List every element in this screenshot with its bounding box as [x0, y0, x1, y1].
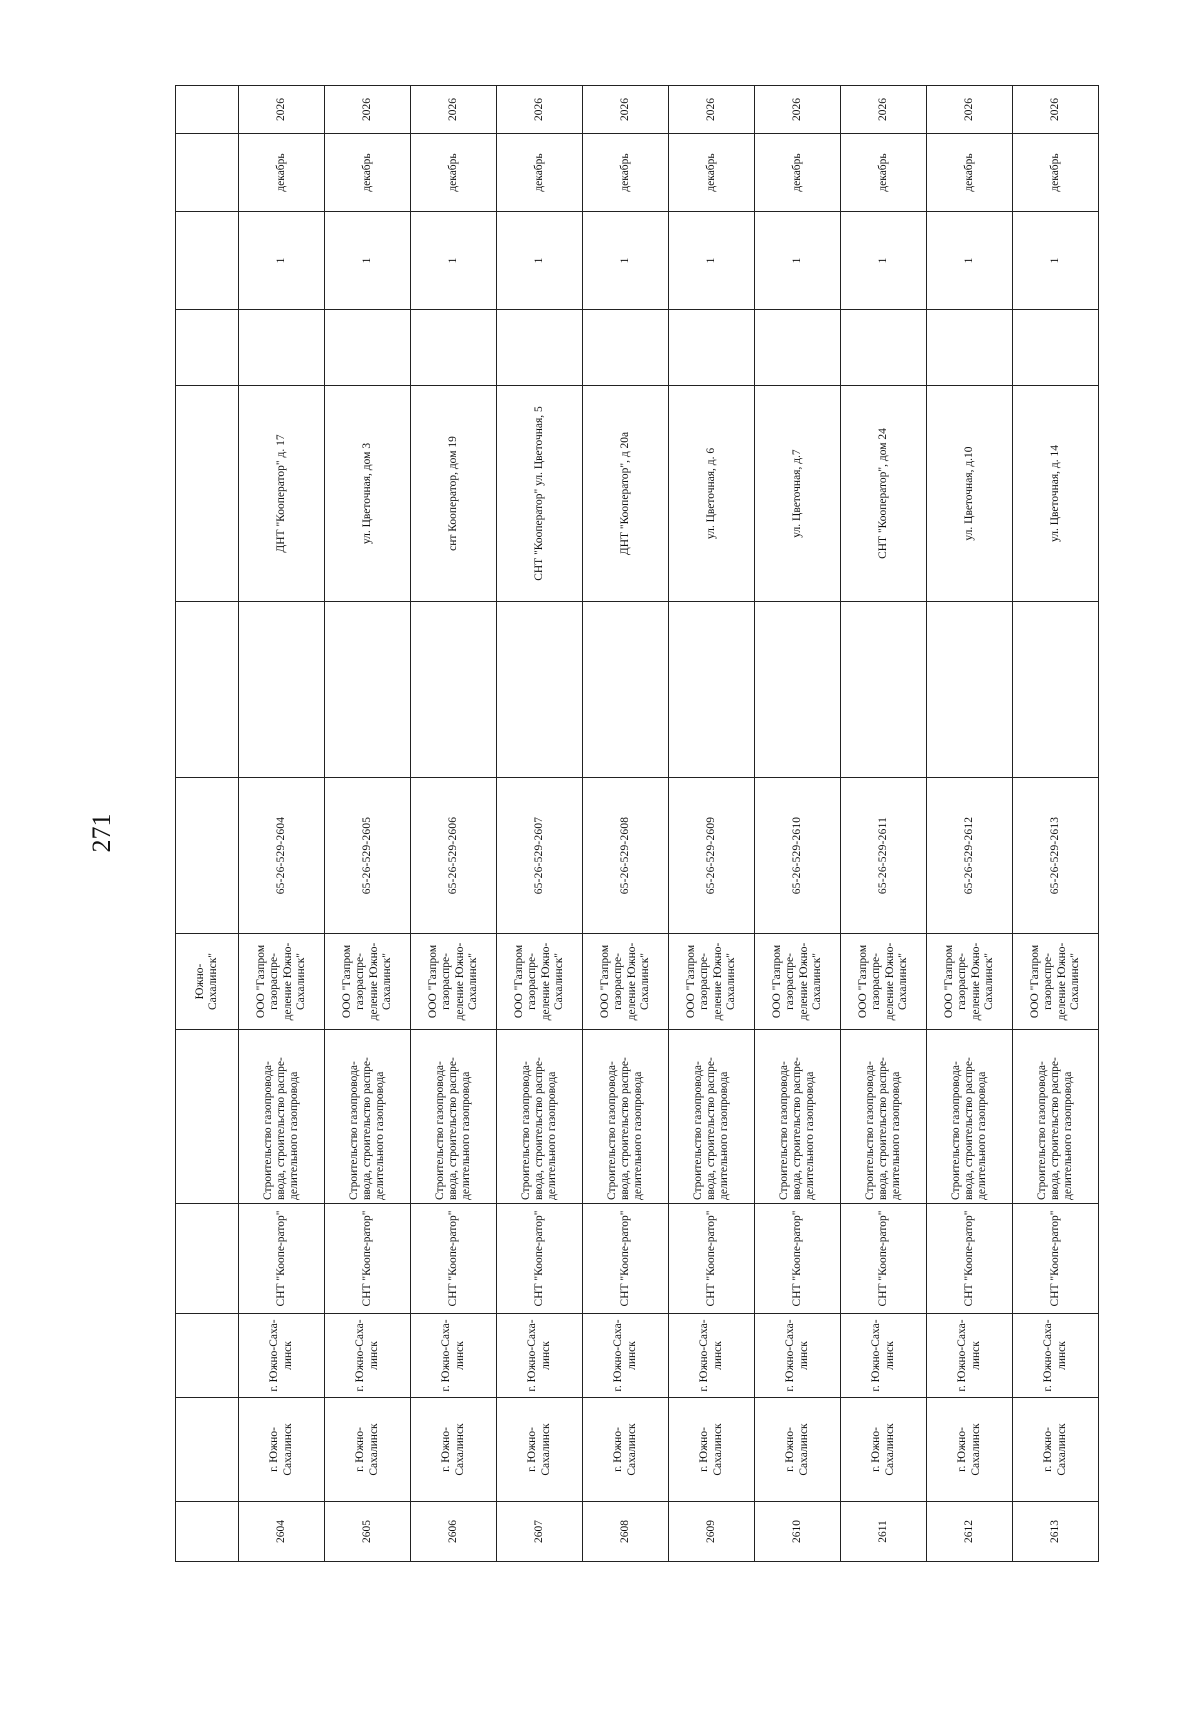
row-number: [411, 778, 497, 934]
row-empty: [669, 602, 755, 778]
row-address: [927, 386, 1013, 602]
row-snt-text: СНТ "Коопе-ратор": [1048, 1210, 1061, 1307]
row-index-text: 2604: [274, 1520, 287, 1543]
table-row: [1013, 86, 1099, 1562]
row-empty: [841, 602, 927, 778]
row-month-text: декабрь: [274, 153, 287, 192]
row-snt: [927, 1204, 1013, 1314]
row-number-text: 65-26-529-2607: [532, 816, 545, 895]
row-snt-text: СНТ "Коопе-ратор": [618, 1210, 631, 1307]
row-work-text: Строительство газопровода-ввода, строительство распре-делительного газопровода: [433, 1057, 473, 1200]
row-snt-text: СНТ "Коопе-ратор": [446, 1210, 459, 1307]
row-district-text: г. Южно-Саха-линск: [956, 1319, 982, 1392]
row-org: [755, 934, 841, 1030]
row-empty: [927, 602, 1013, 778]
row-org-text: ООО "Газпром газораспре-деление Южно-Сахалинск": [255, 942, 307, 1021]
row-org-text: ООО "Газпром газораспре-деление Южно-Сахалинск": [1029, 942, 1081, 1021]
row-month: [927, 134, 1013, 212]
row-qty-text: 1: [962, 257, 975, 264]
row-org: [239, 934, 325, 1030]
row-snt: [325, 1204, 411, 1314]
row-year: [239, 86, 325, 134]
row-snt: [239, 1204, 325, 1314]
table-body: [176, 86, 1099, 1562]
row-org-text: ООО "Газпром газораспре-деление Южно-Сахалинск": [341, 942, 393, 1021]
table-row: [927, 86, 1013, 1562]
table-row: [755, 86, 841, 1562]
org-continuation: Южно-Сахалинск": [193, 953, 219, 1011]
row-month: [755, 134, 841, 212]
row-index: [239, 1502, 325, 1562]
row-org-text: ООО "Газпром газораспре-деление Южно-Сахалинск": [943, 942, 995, 1021]
top-cell-city: [176, 1398, 239, 1502]
table-row: [411, 86, 497, 1562]
row-year: [927, 86, 1013, 134]
row-month: [669, 134, 755, 212]
row-qty: [841, 212, 927, 310]
row-work: [755, 1030, 841, 1204]
row-district-text: г. Южно-Саха-линск: [784, 1319, 810, 1392]
row-work-text: Строительство газопровода-ввода, строительство распре-делительного газопровода: [605, 1057, 645, 1200]
table-row: [497, 86, 583, 1562]
row-address: [325, 386, 411, 602]
row-number: [669, 778, 755, 934]
row-district-text: г. Южно-Саха-линск: [698, 1319, 724, 1392]
row-address: [583, 386, 669, 602]
row-index-text: 2612: [962, 1520, 975, 1543]
row-index: [927, 1502, 1013, 1562]
row-qty: [497, 212, 583, 310]
row-city-text: г. Южно-Сахалинск: [698, 1423, 724, 1476]
row-index-text: 2610: [790, 1520, 803, 1543]
row-address-text: ул. Цветочная, д.7: [790, 449, 803, 538]
row-year: [583, 86, 669, 134]
row-month-text: декабрь: [360, 153, 373, 192]
row-number-text: 65-26-529-2613: [1048, 816, 1061, 895]
row-index: [669, 1502, 755, 1562]
top-cell-empty: [176, 602, 239, 778]
row-qty: [325, 212, 411, 310]
row-number-text: 65-26-529-2608: [618, 816, 631, 895]
table-row: [325, 86, 411, 1562]
row-empty: [239, 602, 325, 778]
row-address-text: ул. Цветочная, д.10: [962, 446, 975, 541]
row-month-text: декабрь: [790, 153, 803, 192]
row-empty: [583, 602, 669, 778]
row-city-text: г. Южно-Сахалинск: [526, 1423, 552, 1476]
row-district: [669, 1314, 755, 1398]
row-index-text: 2609: [704, 1520, 717, 1543]
table-top-row: [176, 86, 239, 1562]
top-cell-qty: [176, 212, 239, 310]
row-work: [411, 1030, 497, 1204]
row-extra: [669, 310, 755, 386]
row-extra: [1013, 310, 1099, 386]
row-city-text: г. Южно-Сахалинск: [612, 1423, 638, 1476]
row-city: [497, 1398, 583, 1502]
row-year: [841, 86, 927, 134]
row-qty: [583, 212, 669, 310]
row-address: [755, 386, 841, 602]
row-qty: [1013, 212, 1099, 310]
row-month: [1013, 134, 1099, 212]
row-address: [1013, 386, 1099, 602]
row-work: [583, 1030, 669, 1204]
row-address: [497, 386, 583, 602]
row-index: [1013, 1502, 1099, 1562]
row-snt-text: СНТ "Коопе-ратор": [962, 1210, 975, 1307]
row-city: [755, 1398, 841, 1502]
row-month: [841, 134, 927, 212]
row-work: [927, 1030, 1013, 1204]
row-address-text: СНТ "Кооператор", дом 24: [876, 428, 889, 559]
row-year-text: 2026: [446, 98, 459, 121]
row-month-text: декабрь: [446, 153, 459, 192]
row-city-text: г. Южно-Сахалинск: [268, 1423, 294, 1476]
row-city-text: г. Южно-Сахалинск: [354, 1423, 380, 1476]
row-city: [325, 1398, 411, 1502]
row-number: [927, 778, 1013, 934]
row-index: [841, 1502, 927, 1562]
row-org: [411, 934, 497, 1030]
row-number: [239, 778, 325, 934]
row-year-text: 2026: [876, 98, 889, 121]
row-year-text: 2026: [962, 98, 975, 121]
row-district: [755, 1314, 841, 1398]
row-number-text: 65-26-529-2604: [274, 816, 287, 895]
row-qty: [927, 212, 1013, 310]
row-index-text: 2608: [618, 1520, 631, 1543]
row-extra: [841, 310, 927, 386]
row-city: [583, 1398, 669, 1502]
row-extra: [239, 310, 325, 386]
table-row: [841, 86, 927, 1562]
row-address: [411, 386, 497, 602]
row-work-text: Строительство газопровода-ввода, строительство распре-делительного газопровода: [777, 1057, 817, 1200]
row-number: [755, 778, 841, 934]
row-work-text: Строительство газопровода-ввода, строительство распре-делительного газопровода: [261, 1057, 301, 1200]
row-city-text: г. Южно-Сахалинск: [440, 1423, 466, 1476]
table-row: [669, 86, 755, 1562]
row-snt-text: СНТ "Коопе-ратор": [790, 1210, 803, 1307]
row-year: [669, 86, 755, 134]
row-qty-text: 1: [274, 257, 287, 264]
row-qty: [669, 212, 755, 310]
row-org: [325, 934, 411, 1030]
row-city: [239, 1398, 325, 1502]
row-city-text: г. Южно-Сахалинск: [870, 1423, 896, 1476]
row-district: [325, 1314, 411, 1398]
row-district-text: г. Южно-Саха-линск: [870, 1319, 896, 1392]
row-qty: [239, 212, 325, 310]
row-org-text: ООО "Газпром газораспре-деление Южно-Сахалинск": [599, 942, 651, 1021]
top-cell-number: [176, 778, 239, 934]
row-year-text: 2026: [1048, 98, 1061, 121]
row-number: [1013, 778, 1099, 934]
row-index: [325, 1502, 411, 1562]
row-district: [239, 1314, 325, 1398]
row-work: [325, 1030, 411, 1204]
row-org: [927, 934, 1013, 1030]
row-district: [411, 1314, 497, 1398]
row-district: [841, 1314, 927, 1398]
row-snt-text: СНТ "Коопе-ратор": [274, 1210, 287, 1307]
row-year: [1013, 86, 1099, 134]
row-year-text: 2026: [360, 98, 373, 121]
row-district: [583, 1314, 669, 1398]
row-extra: [583, 310, 669, 386]
row-number-text: 65-26-529-2606: [446, 816, 459, 895]
row-month-text: декабрь: [618, 153, 631, 192]
row-index-text: 2611: [876, 1520, 889, 1543]
row-year-text: 2026: [790, 98, 803, 121]
row-district-text: г. Южно-Саха-линск: [612, 1319, 638, 1392]
row-year: [497, 86, 583, 134]
row-month-text: декабрь: [876, 153, 889, 192]
row-qty-text: 1: [618, 257, 631, 264]
top-cell-org: [176, 934, 239, 1030]
row-address: [239, 386, 325, 602]
row-city-text: г. Южно-Сахалинск: [784, 1423, 810, 1476]
row-city: [669, 1398, 755, 1502]
row-extra: [497, 310, 583, 386]
row-year: [411, 86, 497, 134]
row-empty: [1013, 602, 1099, 778]
row-empty: [411, 602, 497, 778]
row-city: [927, 1398, 1013, 1502]
row-qty-text: 1: [446, 257, 459, 264]
row-org-text: ООО "Газпром газораспре-деление Южно-Сахалинск": [857, 942, 909, 1021]
row-work: [1013, 1030, 1099, 1204]
row-address: [841, 386, 927, 602]
row-org-text: ООО "Газпром газораспре-деление Южно-Сахалинск": [771, 942, 823, 1021]
row-address-text: ДНТ "Кооператор" д. 17: [274, 434, 287, 553]
row-address-text: ул. Цветочная, дом 3: [360, 442, 373, 545]
row-index-text: 2613: [1048, 1520, 1061, 1543]
row-number-text: 65-26-529-2612: [962, 816, 975, 895]
row-month-text: декабрь: [704, 153, 717, 192]
row-address: [669, 386, 755, 602]
row-org: [669, 934, 755, 1030]
table-row: [583, 86, 669, 1562]
row-number: [841, 778, 927, 934]
row-work: [239, 1030, 325, 1204]
row-district-text: г. Южно-Саха-линск: [526, 1319, 552, 1392]
row-district-text: г. Южно-Саха-линск: [440, 1319, 466, 1392]
row-city-text: г. Южно-Сахалинск: [1042, 1423, 1068, 1476]
top-cell-index: [176, 1502, 239, 1562]
row-index: [583, 1502, 669, 1562]
row-number: [583, 778, 669, 934]
row-month-text: декабрь: [532, 153, 545, 192]
top-cell-address: [176, 386, 239, 602]
row-district-text: г. Южно-Саха-линск: [268, 1319, 294, 1392]
row-month-text: декабрь: [1048, 153, 1061, 192]
row-extra: [927, 310, 1013, 386]
registry-table: [175, 85, 1099, 1562]
row-work-text: Строительство газопровода-ввода, строительство распре-делительного газопровода: [949, 1057, 989, 1200]
row-empty: [755, 602, 841, 778]
row-number-text: 65-26-529-2611: [876, 816, 889, 895]
row-number: [497, 778, 583, 934]
row-city-text: г. Южно-Сахалинск: [956, 1423, 982, 1476]
top-cell-month: [176, 134, 239, 212]
top-cell-year: [176, 86, 239, 134]
row-work-text: Строительство газопровода-ввода, строительство распре-делительного газопровода: [863, 1057, 903, 1200]
row-snt: [411, 1204, 497, 1314]
row-extra: [325, 310, 411, 386]
row-org: [1013, 934, 1099, 1030]
row-address-text: ул. Цветочная, д. 14: [1048, 445, 1061, 543]
row-org-text: ООО "Газпром газораспре-деление Южно-Сахалинск": [685, 942, 737, 1021]
row-number: [325, 778, 411, 934]
row-year: [755, 86, 841, 134]
row-snt-text: СНТ "Коопе-ратор": [704, 1210, 717, 1307]
row-snt-text: СНТ "Коопе-ратор": [876, 1210, 889, 1307]
row-district-text: г. Южно-Саха-линск: [1042, 1319, 1068, 1392]
row-snt-text: СНТ "Коопе-ратор": [360, 1210, 373, 1307]
row-month: [239, 134, 325, 212]
row-index-text: 2607: [532, 1520, 545, 1543]
row-year-text: 2026: [274, 98, 287, 121]
row-work-text: Строительство газопровода-ввода, строительство распре-делительного газопровода: [347, 1057, 387, 1200]
row-district: [927, 1314, 1013, 1398]
table-row: [239, 86, 325, 1562]
row-org: [583, 934, 669, 1030]
row-year-text: 2026: [618, 98, 631, 121]
row-snt-text: СНТ "Коопе-ратор": [532, 1210, 545, 1307]
top-cell-extra: [176, 310, 239, 386]
row-empty: [325, 602, 411, 778]
row-qty-text: 1: [1048, 257, 1061, 264]
row-number-text: 65-26-529-2605: [360, 816, 373, 895]
row-address-text: ул. Цветочная, д. 6: [704, 447, 717, 540]
row-address-text: ДНТ "Кооператор", д 20а: [618, 431, 631, 556]
row-month: [583, 134, 669, 212]
row-qty: [411, 212, 497, 310]
row-city: [1013, 1398, 1099, 1502]
row-snt: [841, 1204, 927, 1314]
row-qty: [755, 212, 841, 310]
row-district: [497, 1314, 583, 1398]
row-work-text: Строительство газопровода-ввода, строительство распре-делительного газопровода: [691, 1057, 731, 1200]
row-org: [841, 934, 927, 1030]
row-work: [841, 1030, 927, 1204]
row-qty-text: 1: [360, 257, 373, 264]
registry-table-rotated: [175, 86, 1081, 1562]
row-district-text: г. Южно-Саха-линск: [354, 1319, 380, 1392]
row-extra: [411, 310, 497, 386]
row-index: [497, 1502, 583, 1562]
row-city: [841, 1398, 927, 1502]
row-index-text: 2605: [360, 1520, 373, 1543]
row-work-text: Строительство газопровода-ввода, строительство распре-делительного газопровода: [519, 1057, 559, 1200]
row-year-text: 2026: [532, 98, 545, 121]
page-number: 271: [87, 813, 116, 853]
row-district: [1013, 1314, 1099, 1398]
row-index-text: 2606: [446, 1520, 459, 1543]
top-cell-snt: [176, 1204, 239, 1314]
row-month: [325, 134, 411, 212]
row-month-text: декабрь: [962, 153, 975, 192]
top-cell-district: [176, 1314, 239, 1398]
row-snt: [669, 1204, 755, 1314]
row-snt: [583, 1204, 669, 1314]
row-extra: [755, 310, 841, 386]
row-qty-text: 1: [790, 257, 803, 264]
top-cell-work: [176, 1030, 239, 1204]
row-qty-text: 1: [704, 257, 717, 264]
row-address-text: СНТ "Кооператор" ул. Цветочная, 5: [532, 406, 545, 581]
row-snt: [755, 1204, 841, 1314]
row-org-text: ООО "Газпром газораспре-деление Южно-Сахалинск": [427, 942, 479, 1021]
row-number-text: 65-26-529-2609: [704, 816, 717, 895]
row-snt: [497, 1204, 583, 1314]
row-work: [669, 1030, 755, 1204]
row-empty: [497, 602, 583, 778]
row-index: [411, 1502, 497, 1562]
row-year: [325, 86, 411, 134]
row-month: [497, 134, 583, 212]
row-number-text: 65-26-529-2610: [790, 816, 803, 895]
row-snt: [1013, 1204, 1099, 1314]
row-month: [411, 134, 497, 212]
row-city: [411, 1398, 497, 1502]
row-qty-text: 1: [532, 257, 545, 264]
row-org-text: ООО "Газпром газораспре-деление Южно-Сахалинск": [513, 942, 565, 1021]
row-address-text: снт Кооператор, дом 19: [446, 436, 459, 551]
row-qty-text: 1: [876, 257, 889, 264]
row-year-text: 2026: [704, 98, 717, 121]
row-index: [755, 1502, 841, 1562]
row-work: [497, 1030, 583, 1204]
row-work-text: Строительство газопровода-ввода, строительство распре-делительного газопровода: [1035, 1057, 1075, 1200]
row-org: [497, 934, 583, 1030]
